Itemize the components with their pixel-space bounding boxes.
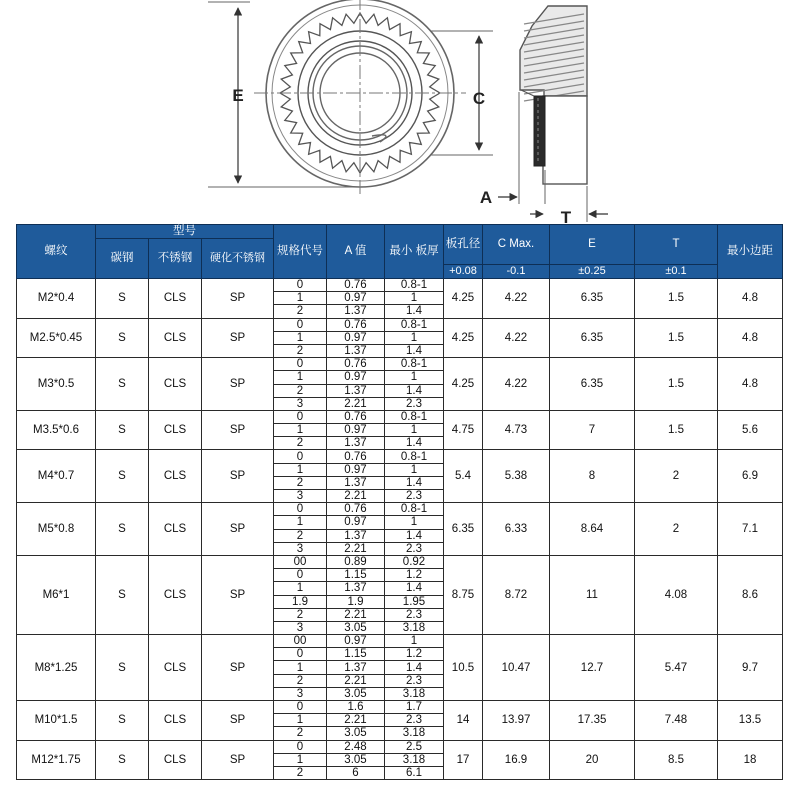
cell-hardened: SP <box>202 318 274 358</box>
cell-a-value: 2.21 <box>327 542 385 555</box>
table-row <box>17 555 783 568</box>
cell-code: 1 <box>274 661 327 674</box>
cell-a-value: 3.05 <box>327 753 385 766</box>
cell-code: 2 <box>274 674 327 687</box>
cell-e: 6.35 <box>550 279 635 319</box>
cell-code: 0 <box>274 279 327 292</box>
cell-thread: M4*0.7 <box>17 450 96 503</box>
table-row <box>17 318 783 331</box>
cell-a-value: 1.37 <box>327 476 385 489</box>
cell-c-max: 10.47 <box>483 635 550 701</box>
cell-carbon: S <box>96 740 149 780</box>
cell-min-thickness: 1.4 <box>385 305 444 318</box>
cell-min-thickness: 1.95 <box>385 595 444 608</box>
cell-t: 4.08 <box>635 555 718 634</box>
cell-c-max: 13.97 <box>483 701 550 741</box>
cell-min-thickness: 0.8-1 <box>385 410 444 423</box>
cell-code: 2 <box>274 384 327 397</box>
table-row <box>17 410 783 423</box>
cell-carbon: S <box>96 701 149 741</box>
cell-min-thickness: 1.4 <box>385 476 444 489</box>
cell-min-thickness: 1.4 <box>385 661 444 674</box>
cell-min-thickness: 2.3 <box>385 608 444 621</box>
cell-stainless: CLS <box>149 318 202 358</box>
cell-a-value: 1.15 <box>327 648 385 661</box>
cell-a-value: 3.05 <box>327 621 385 634</box>
cell-a-value: 0.76 <box>327 450 385 463</box>
cell-min-thickness: 1 <box>385 635 444 648</box>
cell-stainless: CLS <box>149 358 202 411</box>
cell-min-edge: 5.6 <box>718 410 783 450</box>
cell-e: 20 <box>550 740 635 780</box>
cell-stainless: CLS <box>149 555 202 634</box>
cell-code: 2 <box>274 344 327 357</box>
cell-min-edge: 4.8 <box>718 318 783 358</box>
header-c-max: C Max. <box>483 225 550 265</box>
cell-code: 3 <box>274 490 327 503</box>
cell-hole: 4.25 <box>444 279 483 319</box>
cell-a-value: 2.21 <box>327 608 385 621</box>
cell-stainless: CLS <box>149 450 202 503</box>
cell-min-thickness: 1 <box>385 424 444 437</box>
cell-hole: 4.25 <box>444 358 483 411</box>
cell-hole: 14 <box>444 701 483 741</box>
cell-stainless: CLS <box>149 503 202 556</box>
cell-hole: 10.5 <box>444 635 483 701</box>
cell-a-value: 0.97 <box>327 331 385 344</box>
cell-a-value: 1.37 <box>327 529 385 542</box>
header-hole: 板孔径 <box>444 225 483 265</box>
header-e: E <box>550 225 635 265</box>
cell-min-thickness: 2.3 <box>385 397 444 410</box>
cell-min-thickness: 1 <box>385 516 444 529</box>
cell-carbon: S <box>96 503 149 556</box>
dimension-label-t: T <box>560 208 572 224</box>
front-view-centerlines <box>254 0 466 195</box>
cell-a-value: 0.97 <box>327 635 385 648</box>
cell-hole: 17 <box>444 740 483 780</box>
cell-hardened: SP <box>202 635 274 701</box>
cell-c-max: 4.22 <box>483 358 550 411</box>
cell-min-thickness: 1.2 <box>385 569 444 582</box>
cell-code: 1 <box>274 582 327 595</box>
cell-code: 2 <box>274 529 327 542</box>
cell-min-edge: 18 <box>718 740 783 780</box>
cell-stainless: CLS <box>149 279 202 319</box>
cell-t: 2 <box>635 450 718 503</box>
cell-c-max: 4.73 <box>483 410 550 450</box>
cell-thread: M12*1.75 <box>17 740 96 780</box>
cell-min-thickness: 1.4 <box>385 529 444 542</box>
cell-a-value: 6 <box>327 766 385 779</box>
cell-code: 2 <box>274 608 327 621</box>
cell-code: 1 <box>274 714 327 727</box>
header-code: 规格代号 <box>274 225 327 279</box>
cell-hardened: SP <box>202 740 274 780</box>
cell-code: 1 <box>274 371 327 384</box>
cell-t: 1.5 <box>635 358 718 411</box>
cell-min-thickness: 1.4 <box>385 582 444 595</box>
cell-min-thickness: 1.4 <box>385 437 444 450</box>
cell-code: 2 <box>274 476 327 489</box>
cell-e: 6.35 <box>550 358 635 411</box>
header-min-thickness: 最小 板厚 <box>385 225 444 279</box>
cell-a-value: 0.97 <box>327 424 385 437</box>
header-stainless: 不锈钢 <box>149 239 202 279</box>
cell-min-thickness: 2.3 <box>385 714 444 727</box>
cell-min-thickness: 0.8-1 <box>385 358 444 371</box>
tolerance-c: -0.1 <box>483 265 550 279</box>
cell-stainless: CLS <box>149 740 202 780</box>
cell-thread: M5*0.8 <box>17 503 96 556</box>
cell-min-thickness: 2.5 <box>385 740 444 753</box>
cell-min-thickness: 1 <box>385 371 444 384</box>
cell-a-value: 0.76 <box>327 279 385 292</box>
cell-a-value: 1.37 <box>327 437 385 450</box>
cell-a-value: 2.21 <box>327 397 385 410</box>
cell-min-edge: 4.8 <box>718 358 783 411</box>
cell-thread: M2*0.4 <box>17 279 96 319</box>
cell-a-value: 1.37 <box>327 344 385 357</box>
cell-min-thickness: 0.8-1 <box>385 279 444 292</box>
tolerance-e: ±0.25 <box>550 265 635 279</box>
cell-c-max: 5.38 <box>483 450 550 503</box>
cell-a-value: 2.21 <box>327 714 385 727</box>
cell-hardened: SP <box>202 503 274 556</box>
cell-code: 1 <box>274 463 327 476</box>
cell-hardened: SP <box>202 555 274 634</box>
spec-table <box>16 224 783 780</box>
cell-code: 0 <box>274 318 327 331</box>
cell-min-thickness: 0.8-1 <box>385 503 444 516</box>
cell-code: 1 <box>274 516 327 529</box>
cell-code: 0 <box>274 701 327 714</box>
cell-carbon: S <box>96 450 149 503</box>
cell-hardened: SP <box>202 279 274 319</box>
cell-a-value: 0.97 <box>327 292 385 305</box>
cell-e: 12.7 <box>550 635 635 701</box>
table-row <box>17 358 783 371</box>
cell-e: 17.35 <box>550 701 635 741</box>
cell-stainless: CLS <box>149 635 202 701</box>
header-min-edge: 最小边距 <box>718 225 783 279</box>
cell-min-thickness: 0.8-1 <box>385 450 444 463</box>
header-model: 型号 <box>96 225 274 239</box>
cell-t: 1.5 <box>635 318 718 358</box>
cell-code: 0 <box>274 503 327 516</box>
cell-code: 2 <box>274 727 327 740</box>
table-row <box>17 503 783 516</box>
cell-code: 0 <box>274 569 327 582</box>
cell-hole: 5.4 <box>444 450 483 503</box>
cell-code: 0 <box>274 358 327 371</box>
cell-code: 3 <box>274 621 327 634</box>
cell-carbon: S <box>96 410 149 450</box>
side-view <box>520 6 587 184</box>
cell-hole: 4.25 <box>444 318 483 358</box>
cell-c-max: 4.22 <box>483 279 550 319</box>
header-hardened: 硬化不锈钢 <box>202 239 274 279</box>
cell-t: 2 <box>635 503 718 556</box>
cell-a-value: 1.37 <box>327 661 385 674</box>
nut-technical-drawing <box>0 0 800 224</box>
cell-min-thickness: 1 <box>385 331 444 344</box>
cell-thread: M3*0.5 <box>17 358 96 411</box>
cell-min-thickness: 1 <box>385 463 444 476</box>
cell-t: 1.5 <box>635 279 718 319</box>
cell-a-value: 0.97 <box>327 371 385 384</box>
cell-code: 00 <box>274 555 327 568</box>
cell-code: 2 <box>274 766 327 779</box>
cell-code: 1.9 <box>274 595 327 608</box>
cell-hardened: SP <box>202 358 274 411</box>
header-carbon: 碳钢 <box>96 239 149 279</box>
header-thread: 螺纹 <box>17 225 96 279</box>
cell-min-edge: 4.8 <box>718 279 783 319</box>
cell-min-edge: 13.5 <box>718 701 783 741</box>
cell-thread: M6*1 <box>17 555 96 634</box>
cell-thread: M2.5*0.45 <box>17 318 96 358</box>
cell-t: 7.48 <box>635 701 718 741</box>
cell-thread: M3.5*0.6 <box>17 410 96 450</box>
cell-code: 3 <box>274 397 327 410</box>
cell-code: 1 <box>274 424 327 437</box>
cell-hardened: SP <box>202 450 274 503</box>
cell-a-value: 2.48 <box>327 740 385 753</box>
cell-carbon: S <box>96 358 149 411</box>
cell-a-value: 1.37 <box>327 384 385 397</box>
dimension-label-a: A <box>479 188 493 207</box>
cell-min-thickness: 1.2 <box>385 648 444 661</box>
cell-hole: 6.35 <box>444 503 483 556</box>
cell-min-thickness: 2.3 <box>385 542 444 555</box>
header-a-value: A 值 <box>327 225 385 279</box>
dimension-label-c: C <box>472 89 486 108</box>
cell-code: 1 <box>274 753 327 766</box>
cell-c-max: 8.72 <box>483 555 550 634</box>
cell-e: 11 <box>550 555 635 634</box>
cell-stainless: CLS <box>149 701 202 741</box>
cell-a-value: 3.05 <box>327 727 385 740</box>
cell-min-thickness: 2.3 <box>385 674 444 687</box>
cell-a-value: 1.9 <box>327 595 385 608</box>
cell-hardened: SP <box>202 701 274 741</box>
cell-hardened: SP <box>202 410 274 450</box>
tolerance-hole: +0.08 <box>444 265 483 279</box>
cell-code: 3 <box>274 542 327 555</box>
cell-min-thickness: 6.1 <box>385 766 444 779</box>
cell-code: 0 <box>274 450 327 463</box>
cell-e: 8 <box>550 450 635 503</box>
tolerance-t: ±0.1 <box>635 265 718 279</box>
cell-t: 5.47 <box>635 635 718 701</box>
cell-min-edge: 9.7 <box>718 635 783 701</box>
spec-table-body <box>17 279 783 780</box>
cell-thread: M10*1.5 <box>17 701 96 741</box>
cell-min-thickness: 3.18 <box>385 687 444 700</box>
header-t: T <box>635 225 718 265</box>
cell-min-thickness: 1.7 <box>385 701 444 714</box>
cell-e: 7 <box>550 410 635 450</box>
cell-code: 3 <box>274 687 327 700</box>
cell-a-value: 0.97 <box>327 516 385 529</box>
cell-a-value: 1.37 <box>327 305 385 318</box>
cell-code: 0 <box>274 740 327 753</box>
cell-a-value: 0.76 <box>327 410 385 423</box>
cell-a-value: 0.76 <box>327 503 385 516</box>
dimension-label-e: E <box>232 86 244 105</box>
table-row <box>17 450 783 463</box>
cell-carbon: S <box>96 279 149 319</box>
cell-code: 00 <box>274 635 327 648</box>
cell-e: 6.35 <box>550 318 635 358</box>
cell-min-thickness: 3.18 <box>385 621 444 634</box>
cell-e: 8.64 <box>550 503 635 556</box>
cell-min-thickness: 1.4 <box>385 384 444 397</box>
cell-min-thickness: 2.3 <box>385 490 444 503</box>
cell-min-thickness: 3.18 <box>385 727 444 740</box>
cell-code: 0 <box>274 410 327 423</box>
cell-thread: M8*1.25 <box>17 635 96 701</box>
cell-hole: 4.75 <box>444 410 483 450</box>
cell-carbon: S <box>96 318 149 358</box>
cell-carbon: S <box>96 555 149 634</box>
cell-min-thickness: 0.92 <box>385 555 444 568</box>
cell-c-max: 16.9 <box>483 740 550 780</box>
cell-stainless: CLS <box>149 410 202 450</box>
cell-min-thickness: 0.8-1 <box>385 318 444 331</box>
cell-code: 2 <box>274 305 327 318</box>
table-row <box>17 279 783 292</box>
cell-a-value: 0.76 <box>327 358 385 371</box>
cell-min-edge: 8.6 <box>718 555 783 634</box>
cell-t: 1.5 <box>635 410 718 450</box>
cell-min-thickness: 1.4 <box>385 344 444 357</box>
cell-a-value: 1.6 <box>327 701 385 714</box>
cell-c-max: 6.33 <box>483 503 550 556</box>
table-row <box>17 701 783 714</box>
cell-hole: 8.75 <box>444 555 483 634</box>
cell-t: 8.5 <box>635 740 718 780</box>
cell-c-max: 4.22 <box>483 318 550 358</box>
cell-carbon: S <box>96 635 149 701</box>
table-row <box>17 635 783 648</box>
cell-min-edge: 7.1 <box>718 503 783 556</box>
cell-a-value: 3.05 <box>327 687 385 700</box>
cell-min-edge: 6.9 <box>718 450 783 503</box>
cell-code: 0 <box>274 648 327 661</box>
cell-a-value: 2.21 <box>327 490 385 503</box>
cell-a-value: 1.15 <box>327 569 385 582</box>
cell-code: 1 <box>274 331 327 344</box>
cell-a-value: 0.76 <box>327 318 385 331</box>
cell-a-value: 0.89 <box>327 555 385 568</box>
cell-a-value: 1.37 <box>327 582 385 595</box>
cell-code: 2 <box>274 437 327 450</box>
table-row <box>17 740 783 753</box>
cell-min-thickness: 3.18 <box>385 753 444 766</box>
cell-code: 1 <box>274 292 327 305</box>
cell-a-value: 2.21 <box>327 674 385 687</box>
cell-a-value: 0.97 <box>327 463 385 476</box>
cell-min-thickness: 1 <box>385 292 444 305</box>
